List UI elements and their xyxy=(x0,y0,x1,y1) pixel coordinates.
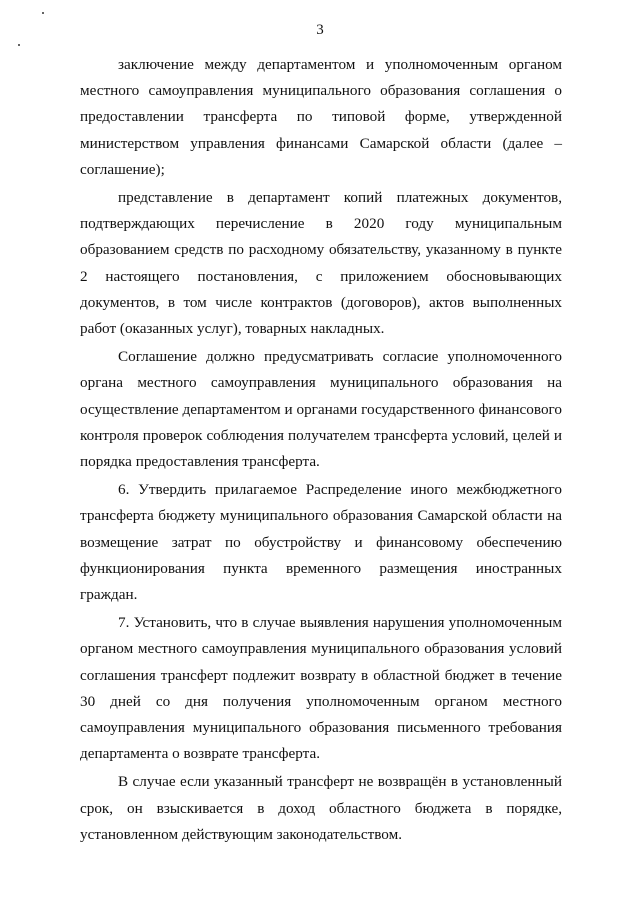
page-number: 3 xyxy=(316,22,324,38)
document-body xyxy=(80,52,562,848)
scan-speck xyxy=(42,12,44,14)
scan-speck xyxy=(18,44,20,46)
paragraph-agreement-consent: Соглашение должно предусматривать согласие уполномоченного органа местного самоуправления муниципального образования на осуществление департаментом и органами государственного финансового контроля проверок соблюдения получателем трансферта условий, целей и порядка предоставления трансферта. xyxy=(80,348,562,471)
paragraph-item-7: 7. Установить, что в случае выявления нарушения уполномоченным органом местного самоуправления муниципального образования условий соглашения трансферт подлежит возврату в областной бюджет в течение 30 дней со дня получения уполномоченным органом местного самоуправления муниципального образования письменного требования департамента о возврате трансферта. xyxy=(80,614,562,763)
paragraph-recovery: В случае если указанный трансферт не возвращён в установленный срок, он взыскивается в доход областного бюджета в порядке, установленном действующим законодательством. xyxy=(80,773,562,843)
paragraph-item-6: 6. Утвердить прилагаемое Распределение иного межбюджетного трансферта бюджету муниципального образования Самарской области на возмещение затрат по обустройству и финансовому обеспечению функционирования пункта временного размещения иностранных граждан. xyxy=(80,481,562,604)
paragraph-payment-documents: представление в департамент копий платежных документов, подтверждающих перечисление в 2020 году муниципальным образованием средств по расходному обязательству, указанному в пункте 2 настоящего постановления, с приложением обосновывающих документов, в том числе контрактов (договоров), актов выполненных работ (оказанных услуг), товарных накладных. xyxy=(80,189,562,338)
paragraph-agreement-conclusion: заключение между департаментом и уполномоченным органом местного самоуправления муниципального образования соглашения о предоставлении трансферта по типовой форме, утвержденной министерством управления финансами Самарской области (далее – соглашение); xyxy=(80,56,562,178)
